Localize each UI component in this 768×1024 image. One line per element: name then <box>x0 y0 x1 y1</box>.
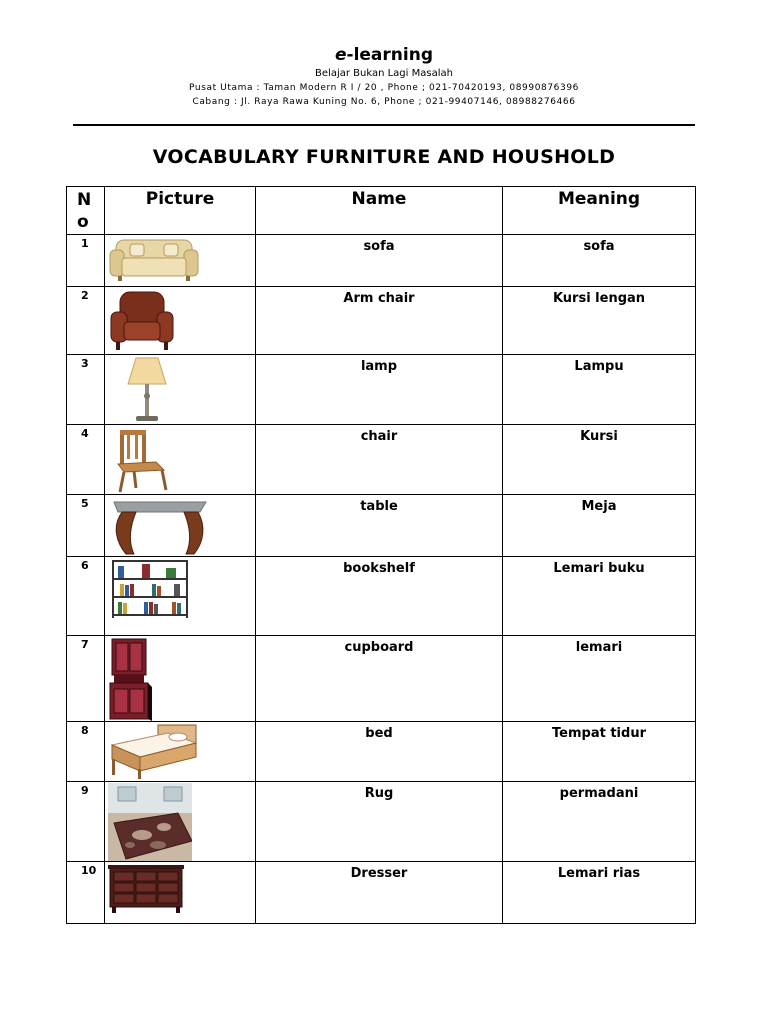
rug-icon <box>108 783 192 861</box>
header-divider <box>73 124 695 126</box>
name-cell: bookshelf <box>256 557 503 636</box>
bed-icon <box>108 723 198 781</box>
brand-name <box>0 44 768 66</box>
meaning-cell: Lampu <box>503 355 696 425</box>
table-row <box>67 495 696 557</box>
row-number: 7 <box>67 636 105 722</box>
name-cell: Rug <box>256 782 503 862</box>
name-cell: Dresser <box>256 862 503 924</box>
sofa-icon <box>108 236 200 286</box>
picture-cell <box>105 636 256 722</box>
table-row <box>67 862 696 924</box>
picture-cell <box>105 287 256 355</box>
picture-cell <box>105 557 256 636</box>
picture-cell <box>105 425 256 495</box>
cupboard-icon <box>108 637 152 721</box>
picture-cell <box>105 235 256 287</box>
name-cell: chair <box>256 425 503 495</box>
document-header <box>0 44 768 109</box>
row-number: 9 <box>67 782 105 862</box>
column-header-name: Name <box>256 187 503 235</box>
row-number: 10 <box>67 862 105 924</box>
column-header-meaning: Meaning <box>503 187 696 235</box>
dresser-icon <box>108 863 184 915</box>
meaning-cell: Kursi <box>503 425 696 495</box>
table-row <box>67 722 696 782</box>
meaning-cell: sofa <box>503 235 696 287</box>
address-branch: Cabang : Jl. Raya Rawa Kuning No. 6, Phone ; 021-99407146, 08988276466 <box>192 97 576 107</box>
meaning-cell: Tempat tidur <box>503 722 696 782</box>
name-cell: cupboard <box>256 636 503 722</box>
meaning-cell: Lemari rias <box>503 862 696 924</box>
table-row <box>67 287 696 355</box>
row-number: 6 <box>67 557 105 636</box>
page-title: VOCABULARY FURNITURE AND HOUSHOLD <box>152 146 616 168</box>
column-header-picture: Picture <box>105 187 256 235</box>
name-cell: table <box>256 495 503 557</box>
table-header-row <box>67 187 696 235</box>
picture-cell <box>105 495 256 557</box>
vocabulary-table <box>66 186 696 924</box>
row-number: 2 <box>67 287 105 355</box>
row-number: 4 <box>67 425 105 495</box>
brand-suffix: -learning <box>346 45 433 65</box>
brand-prefix: e <box>334 45 347 65</box>
row-number: 3 <box>67 355 105 425</box>
lamp-icon <box>108 356 186 424</box>
meaning-cell: Kursi lengan <box>503 287 696 355</box>
meaning-cell: Meja <box>503 495 696 557</box>
row-number: 5 <box>67 495 105 557</box>
table-row <box>67 235 696 287</box>
table-row <box>67 782 696 862</box>
chair-icon <box>108 426 174 494</box>
bookshelf-icon <box>108 558 192 620</box>
table-row <box>67 425 696 495</box>
meaning-cell: lemari <box>503 636 696 722</box>
name-cell: lamp <box>256 355 503 425</box>
armchair-icon <box>108 288 176 354</box>
table-row <box>67 636 696 722</box>
picture-cell <box>105 355 256 425</box>
row-number: 1 <box>67 235 105 287</box>
table-row <box>67 557 696 636</box>
row-number: 8 <box>67 722 105 782</box>
name-cell: Arm chair <box>256 287 503 355</box>
table-icon <box>108 496 212 556</box>
picture-cell <box>105 862 256 924</box>
tagline: Belajar Bukan Lagi Masalah <box>315 68 453 79</box>
address-main: Pusat Utama : Taman Modern R I / 20 , Phone ; 021-70420193, 08990876396 <box>189 83 579 93</box>
picture-cell <box>105 782 256 862</box>
meaning-cell: permadani <box>503 782 696 862</box>
table-row <box>67 355 696 425</box>
meaning-cell: Lemari buku <box>503 557 696 636</box>
name-cell: sofa <box>256 235 503 287</box>
name-cell: bed <box>256 722 503 782</box>
picture-cell <box>105 722 256 782</box>
column-header-no: N o <box>67 187 105 235</box>
